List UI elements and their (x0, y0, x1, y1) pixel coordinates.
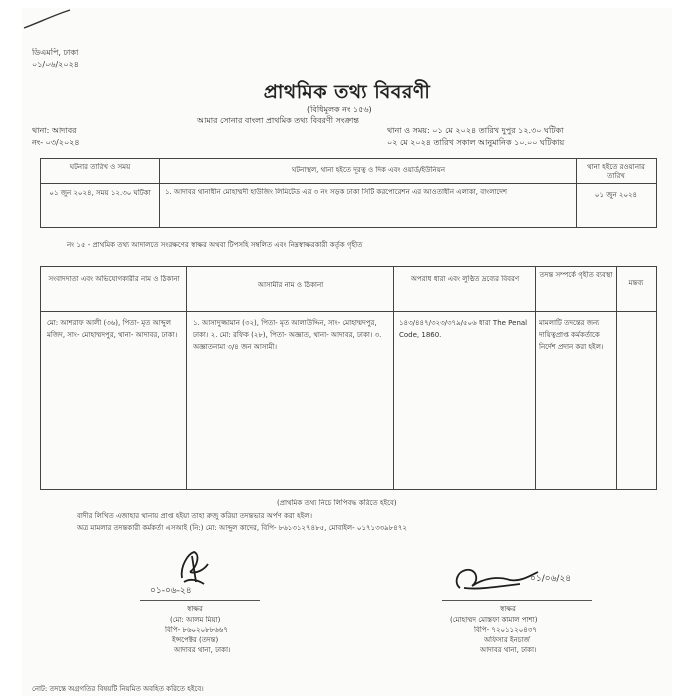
subtitle-line: আমার সোনার বাংলা প্রাথমিক তথ্য বিবরণী সংক্রান্ত (197, 116, 359, 125)
left-signature-unit: আদাবর থানা, ঢাকা। (174, 646, 231, 654)
ref-line-1: ডিএমপি, ঢাকা (32, 48, 79, 57)
footer-line-3: অত্র মামলার তদন্তকারী কর্মকর্তা এসআই (নি:) মো: আব্দুল কাদের, বিপি- ৮৬১৩১২৭৪৮৫, মোবাইল- ০১৭১৩৩৯৮৪৭২ (77, 524, 407, 532)
case-number: নং- ০৩/২০২৪ (32, 138, 80, 147)
right-signature-rank: অফিসার ইনচার্জ (484, 636, 530, 644)
thana-label: থানা: আদাবর (32, 126, 77, 135)
memo-number: (বিধিমূলক নং ১৫৬) (307, 105, 372, 114)
main-cell-informant: মো: আশরাফ আলী (৩৬), পিতা- মৃত আব্দুল মজিদ, সাং- মোহাম্মদপুর, থানা- আদাবর, ঢাকা। (47, 319, 178, 339)
date-line-2: ০২ মে ২০২৪ তারিখ সকাল আনুমানিক ১০.০০ ঘটিকায় (387, 138, 565, 147)
summary-header-departure: থানা হইতে রওয়ানার তারিখ (587, 163, 645, 180)
main-header-remarks: মন্তব্য (628, 279, 644, 287)
main-table (40, 266, 657, 490)
summary-cell-date: ০১ জুন ২০২৪, সময় ১২.৩০ ঘটিকা (49, 189, 151, 197)
left-signature-name: (মো: আলম মিয়া) (170, 616, 221, 624)
main-cell-accused: ১. আসাদুজ্জামান (৩২), পিতা- মৃত আলাউদ্দিন, সাং- মোহাম্মদপুর, ঢাকা। ২. মো: রফিক (২৮), পিতা- অজ্ঞাত, থানা- আদাবর, ঢাকা। ৩. অজ্ঞাতনামা ৩/৪ জন আসামী। (193, 319, 382, 351)
main-cell-offense: ১৪৩/৪৪৭/৩২৩/৩৭৯/৫০৬ ধারা The Penal Code, 1860. (399, 319, 528, 339)
summary-cell-departure: ০১ জুন ২০২৪ (594, 191, 638, 199)
ref-line-2: ০১/০৬/২০২৪ (32, 60, 79, 69)
right-signature-id: বিপি- ৭২০১১২০৪৩৭ (474, 626, 537, 634)
main-cell-remarks (619, 317, 653, 485)
date-line-1: থানা ও সময়: ০১ মে ২০২৪ তারিখ দুপুর ১২.৩০ ঘটিকা (387, 126, 564, 135)
left-signature-mark (174, 548, 214, 590)
main-cell-action: মামলাটি তদন্তের জন্য দায়িত্বপ্রাপ্ত কর্মকর্তাকে নির্দেশ প্রদান করা হইল। (539, 319, 604, 351)
main-header-action: তদন্ত সম্পর্কে গৃহীত ব্যবস্থা (539, 271, 613, 279)
footer-line-1: (প্রাথমিক তথ্য নিচে লিপিবদ্ধ করিতে হইবে) (277, 499, 397, 507)
main-header-offense: অপরাধ ধারা এবং লুণ্ঠিত দ্রব্যের বিবরণ (410, 275, 520, 283)
summary-table (40, 158, 657, 228)
main-header-accused: আসামীর নাম ও ঠিকানা (257, 281, 324, 289)
summary-header-date: ঘটনার তারিখ ও সময় (69, 163, 131, 171)
left-signature-rank: ইন্সপেক্টর (তদন্ত) (172, 636, 219, 644)
summary-cell-place: ১. আদাবর থানাধীন মোহাম্মদী হাউজিং লিমিটেড এর ৩ নং সড়ক ঢাকা সিটি করপোরেশন এর আওতাধীন এলাকা, বাংলাদেশ (165, 188, 508, 196)
footer-line-2: বাদীর লিখিত এজাহার থানায় প্রাপ্ত হইয়া তাহা রুজু করিয়া তদন্তভার অর্পণ করা হইল। (77, 512, 313, 520)
right-signature-name: (মোহাম্মদ মোস্তফা কামাল পাশা) (450, 616, 538, 624)
main-header-informant: সংবাদদাতা এবং অভিযোগকারীর নাম ও ঠিকানা (48, 275, 180, 283)
bottom-note: নোট: তদন্তে অগ্রগতির বিষয়টি নিয়মিত অবহিত করিতে হইবে। (32, 685, 204, 693)
right-signature-date: ০১/০৬/২৪ (530, 574, 572, 584)
left-signature-id: বিপি- ৮৬০২০৮৮৬৬৭ (165, 626, 228, 634)
left-signature-date: ০১-০৬-২৪ (150, 586, 192, 596)
summary-header-place: ঘটনাস্থল, থানা হইতে দূরত্ব ও দিক এবং ওয়ার্ড/ইউনিয়ন (291, 166, 445, 174)
page-title: প্রাথমিক তথ্য বিবরণী (263, 81, 431, 103)
right-signature-label: স্বাক্ষর (500, 605, 516, 613)
left-signature-label: স্বাক্ষর (187, 605, 203, 613)
right-signature-mark (450, 562, 540, 596)
pen-scratch-mark (22, 8, 82, 30)
note-line: নং ১৫ - প্রাথমিক তথ্য আদালতে সংরক্ষণের স্বাক্ষর অথবা টিপসহি সম্বলিত এবং নিম্নস্বাক্ষরকারী কর্তৃক গৃহীত (67, 241, 363, 249)
document-page (22, 8, 672, 696)
right-signature-unit: আদাবর থানা, ঢাকা। (480, 646, 537, 654)
